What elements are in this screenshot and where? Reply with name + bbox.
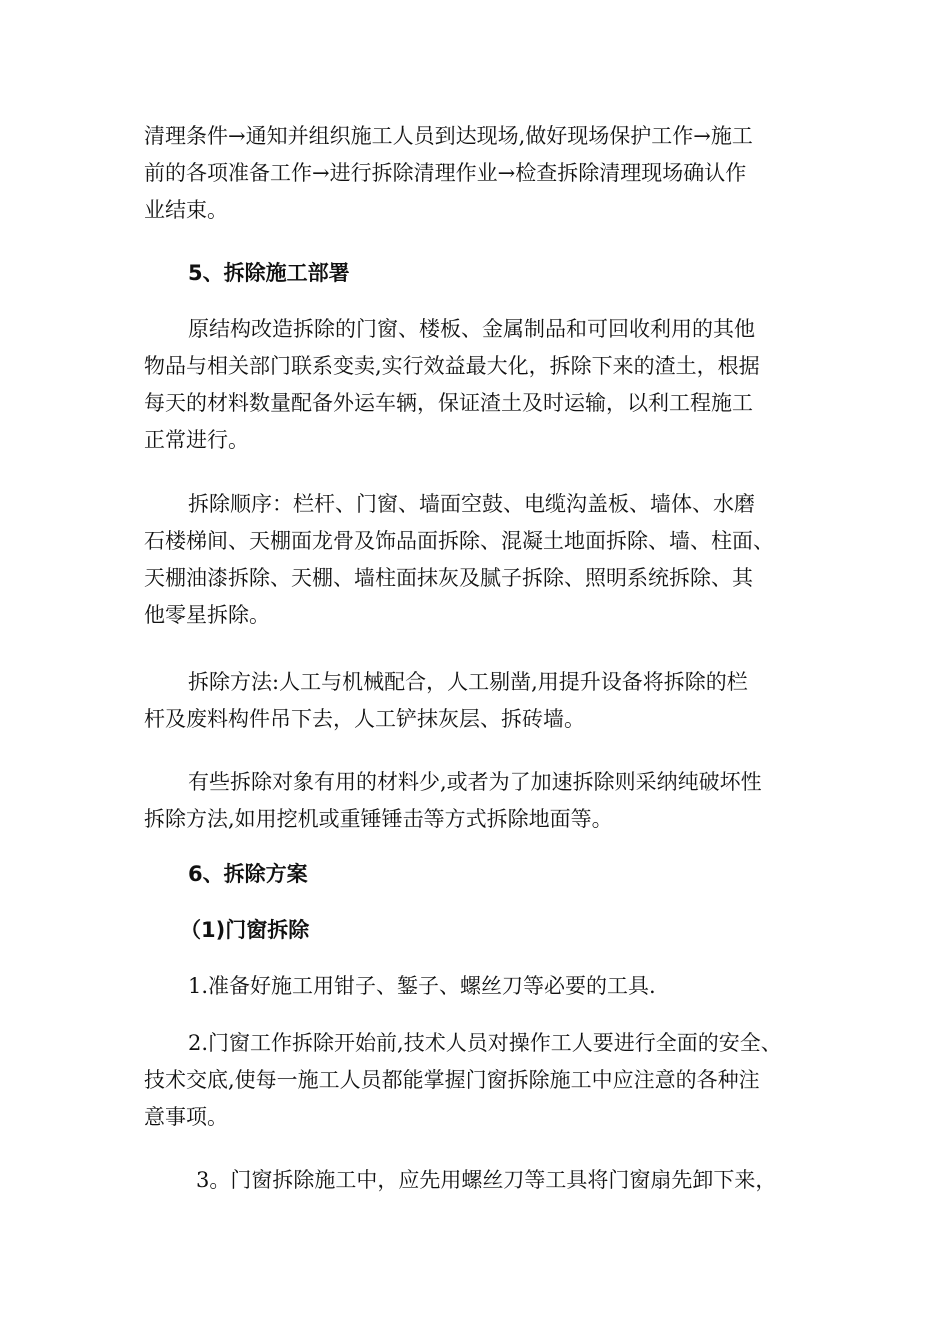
paragraph-removal-order xyxy=(144,486,824,634)
paragraph-removal-method xyxy=(144,664,824,738)
text-line: 正常进行。 xyxy=(144,428,249,452)
text-line: 技术交底,使每一施工人员都能掌握门窗拆除施工中应注意的各种注 xyxy=(144,1068,760,1092)
text-line: 业结束。 xyxy=(144,198,228,222)
paragraph-deployment xyxy=(144,311,824,459)
text-line: 每天的材料数量配备外运车辆，保证渣土及时运输，以利工程施工 xyxy=(144,391,753,415)
subsection-heading: （1)门窗拆除 xyxy=(180,918,310,942)
section-heading: 6、拆除方案 xyxy=(188,862,308,886)
section-heading: 5、拆除施工部署 xyxy=(188,261,350,285)
text-line: 原结构改造拆除的门窗、楼板、金属制品和可回收利用的其他 xyxy=(188,317,755,341)
paragraph-destructive-method xyxy=(144,764,824,838)
text-line: 杆及废料构件吊下去，人工铲抹灰层、拆砖墙。 xyxy=(144,707,585,731)
text-line: 他零星拆除。 xyxy=(144,603,270,627)
text-line: 天棚油漆拆除、天棚、墙柱面抹灰及腻子拆除、照明系统拆除、其 xyxy=(144,566,753,590)
paragraph-item-1 xyxy=(144,968,824,1005)
heading-section-6 xyxy=(144,856,824,893)
text-line: 清理条件→通知并组织施工人员到达现场,做好现场保护工作→施工 xyxy=(144,124,753,148)
paragraph-item-3 xyxy=(144,1162,824,1199)
text-line: 物品与相关部门联系变卖,实行效益最大化，拆除下来的渣土，根据 xyxy=(144,354,760,378)
text-line: 石楼梯间、天棚面龙骨及饰品面拆除、混凝土地面拆除、墙、柱面、 xyxy=(144,529,774,553)
paragraph-process-flow xyxy=(144,118,824,229)
text-line: 有些拆除对象有用的材料少,或者为了加速拆除则采纳纯破坏性 xyxy=(188,770,762,794)
text-line: 拆除顺序：栏杆、门窗、墙面空鼓、电缆沟盖板、墙体、水磨 xyxy=(188,492,755,516)
text-line: 前的各项准备工作→进行拆除清理作业→检查拆除清理现场确认作 xyxy=(144,161,747,185)
text-line: 1.准备好施工用钳子、錾子、螺丝刀等必要的工具. xyxy=(188,974,656,998)
text-line: 拆除方法:人工与机械配合，人工剔凿,用提升设备将拆除的栏 xyxy=(188,670,748,694)
paragraph-item-2 xyxy=(144,1025,824,1136)
text-line: 意事项。 xyxy=(144,1105,228,1129)
text-line: 3。门窗拆除施工中，应先用螺丝刀等工具将门窗扇先卸下来， xyxy=(196,1168,777,1192)
text-line: 拆除方法,如用挖机或重锤锤击等方式拆除地面等。 xyxy=(144,807,613,831)
heading-subsection-1 xyxy=(144,912,824,949)
text-line: 2.门窗工作拆除开始前,技术人员对操作工人要进行全面的安全、 xyxy=(188,1031,782,1055)
heading-section-5 xyxy=(144,255,824,292)
